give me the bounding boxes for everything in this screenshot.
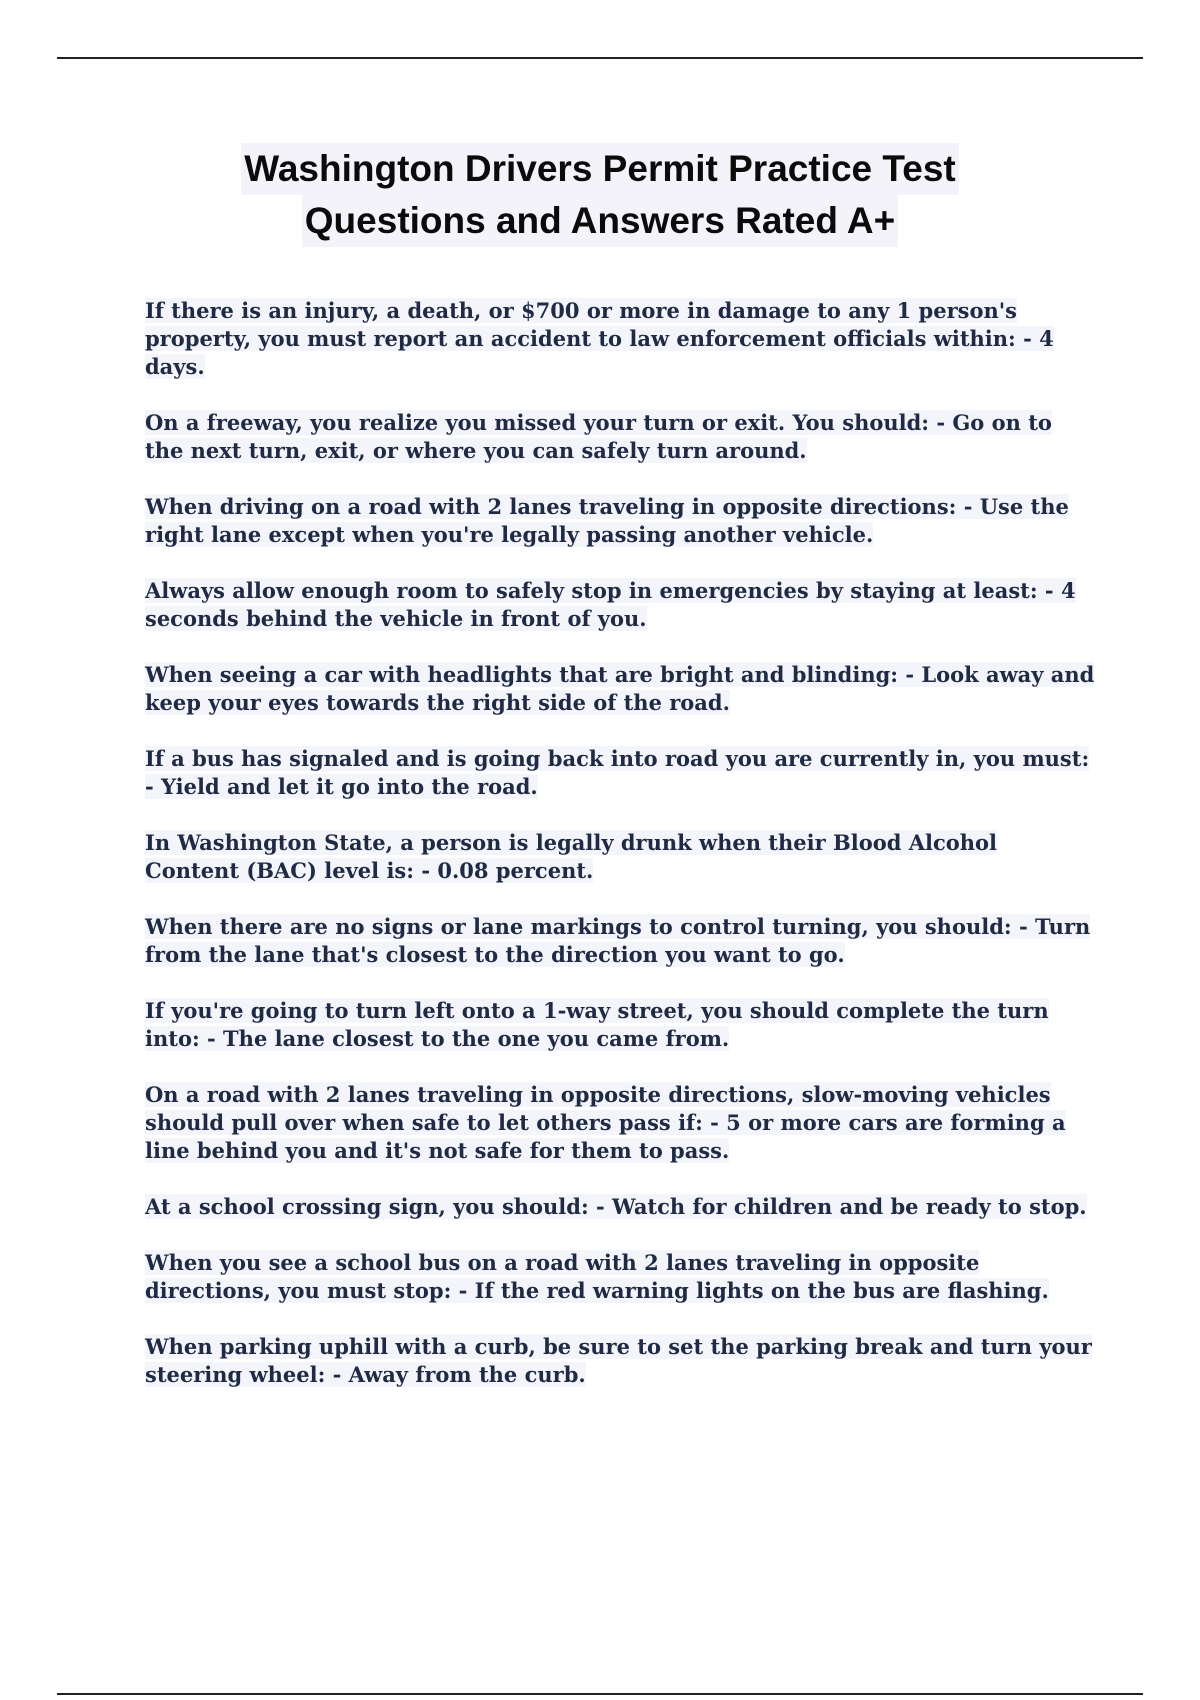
qa-item [145,997,1095,1053]
qa-item [145,297,1095,381]
qa-text: When parking uphill with a curb, be sure to set the parking break and turn your steering wheel: - Away from the curb. [145,1334,1092,1387]
qa-item [145,1333,1095,1389]
title-line-2: Questions and Answers Rated A+ [302,195,898,247]
qa-item [145,661,1095,717]
document-title [0,143,1200,247]
qa-text: If a bus has signaled and is going back into road you are currently in, you must: - Yield and let it go into the road. [145,746,1090,799]
qa-text: If there is an injury, a death, or $700 or more in damage to any 1 person's property, you must report an accident to law enforcement officials within: - 4 days. [145,298,1054,379]
qa-text: When there are no signs or lane markings to control turning, you should: - Turn from the lane that's closest to the direction you want to go. [145,914,1091,967]
qa-text: At a school crossing sign, you should: - Watch for children and be ready to stop. [145,1194,1087,1219]
qa-item [145,1249,1095,1305]
qa-text: On a road with 2 lanes traveling in opposite directions, slow-moving vehicles should pull over when safe to let others pass if: - 5 or more cars are forming a line behind you and it's not safe for them to pass. [145,1082,1066,1163]
top-divider [57,57,1143,59]
qa-text: In Washington State, a person is legally drunk when their Blood Alcohol Content (BAC) level is: - 0.08 percent. [145,830,998,883]
qa-text: Always allow enough room to safely stop in emergencies by staying at least: - 4 seconds behind the vehicle in front of you. [145,578,1076,631]
title-line-1: Washington Drivers Permit Practice Test [241,143,958,195]
qa-item [145,829,1095,885]
qa-item [145,577,1095,633]
qa-text: When driving on a road with 2 lanes traveling in opposite directions: - Use the right lane except when you're legally passing another vehicle. [145,494,1069,547]
question-answer-list [145,297,1095,1417]
qa-text: When you see a school bus on a road with 2 lanes traveling in opposite directions, you must stop: - If the red warning lights on the bus are flashing. [145,1250,1049,1303]
qa-item [145,493,1095,549]
qa-item [145,1193,1095,1221]
qa-item [145,745,1095,801]
qa-item [145,913,1095,969]
qa-item [145,409,1095,465]
qa-text: If you're going to turn left onto a 1-way street, you should complete the turn into: - The lane closest to the one you came from. [145,998,1049,1051]
qa-item [145,1081,1095,1165]
qa-text: On a freeway, you realize you missed your turn or exit. You should: - Go on to the next turn, exit, or where you can safely turn around. [145,410,1052,463]
qa-text: When seeing a car with headlights that are bright and blinding: - Look away and keep your eyes towards the right side of the road. [145,662,1095,715]
bottom-divider [57,1693,1143,1695]
